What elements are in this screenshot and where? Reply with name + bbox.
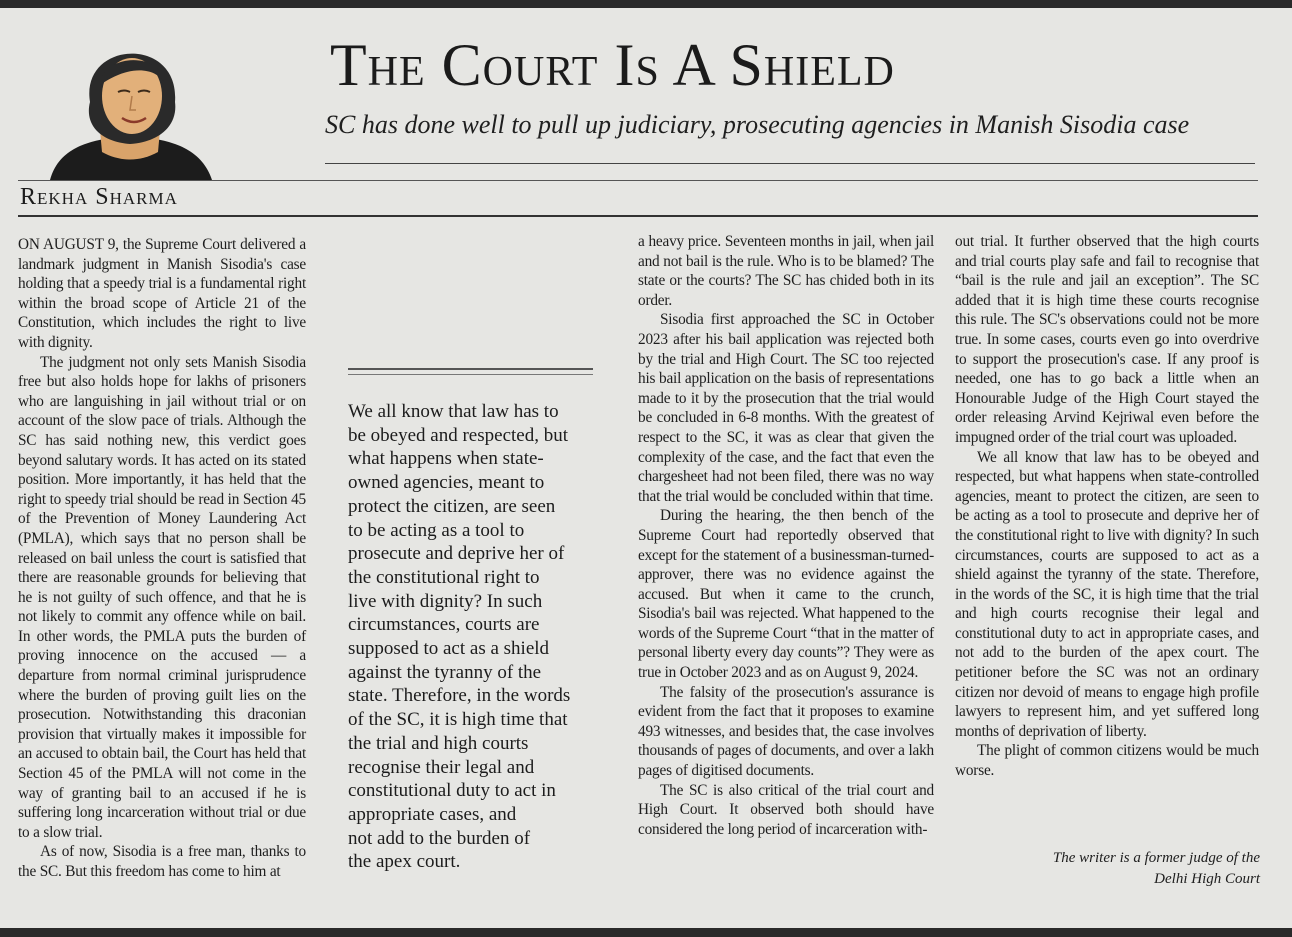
paragraph: During the hearing, the then bench of the Supreme Court had reportedly observed that except for the statement of a businessman-turned-approver, there was no evidence against the accused. But when it came to the crunch, Sisodia's bail was rejected. What happened to the words of the Supreme Court “that in the matter of personal liberty every day counts”? They were as true in October 2023 and as on August 9, 2024. [638, 507, 934, 682]
pullquote-line: supposed to act as a shield [348, 638, 550, 660]
lead-in: ON [18, 236, 40, 253]
paragraph: The judgment not only sets Manish Sisodia free but also holds hope for lakhs of prisoners who are languishing in jail without trial or on account of the slow pace of trials. Although the SC has said nothing new, this verdict goes beyond salutary words. It has acted on its stated position. More importantly, it has held that the right to speedy trial should be read in Section 45 of the Prevention of Money Laundering Act (PMLA), which says that no person shall be released on bail unless the court is satisfied that there are reasonable grounds for believing that he is not guilty of such offence, and that he is not likely to commit any offence while on bail. In other words, the PMLA puts the burden of proving innocence on the accused — a departure from normal criminal jurisprudence where the burden of proving guilt lies on the prosecution. Notwithstanding this draconian provision that virtually makes it impossible for an accused to obtain bail, the Court has held that Section 45 of the PMLA will not come in the way of granting bail to an accused if he is suffering long incarceration without trial or due to a slow trial. [18, 353, 306, 841]
pullquote-line: protect the citizen, are seen [348, 495, 556, 517]
pullquote-rule [348, 374, 593, 375]
byline-rule-top [18, 180, 1258, 181]
pullquote-line: be obeyed and respected, but [348, 424, 568, 446]
pullquote-line: recognise their legal and [348, 756, 535, 778]
bottom-rule [0, 928, 1292, 937]
pullquote-line: against the tyranny of the [348, 661, 542, 683]
byline-rule-bottom [18, 215, 1258, 217]
paragraph [18, 235, 306, 353]
writer-credit-line: The writer is a former judge of the [1052, 850, 1260, 866]
pullquote-line: state. Therefore, in the words [348, 685, 571, 707]
paragraph: The falsity of the prosecution's assurance is evident from the fact that it proposes to examine 493 witnesses, and besides that, the case involves thousands of pages of documents, and over a lakh pages of digitised documents. [638, 683, 934, 780]
author-portrait [40, 30, 220, 180]
pullquote-line: the trial and high courts [348, 732, 529, 754]
writer-credit [1000, 848, 1260, 890]
pullquote-line: not add to the burden of [348, 827, 531, 849]
pullquote-line: the apex court. [348, 851, 461, 873]
pullquote-line: prosecute and deprive her of [348, 543, 565, 565]
headline-divider [325, 163, 1255, 164]
pullquote-line: to be acting as a tool to [348, 519, 525, 541]
pullquote-rule [348, 368, 593, 370]
column-4 [955, 232, 1259, 781]
paragraph: out trial. It further observed that the high courts and trial courts play safe and fail to recognise that “bail is the rule and jail an exception”. The SC added that it is high time these courts recognise this rule. The SC's observations could not be more true. In some cases, courts even go into overdrive to support the prosecution's case. If any proof is needed, one has to go back a little when an Honourable Judge of the High Court stayed the order releasing Arvind Kejriwal even before the impugned order of the trial court was uploaded. [955, 233, 1259, 446]
column-3 [638, 232, 934, 839]
paragraph-text: AUGUST 9, the Supreme Court delivered a landmark judgment in Manish Sisodia's case holding that a speedy trial is a fundamental right within the broad scope of Article 21 of the Constitution, which includes the right to live with dignity. [18, 236, 306, 351]
pullquote-line: circumstances, courts are [348, 614, 540, 636]
article-standfirst: SC has done well to pull up judiciary, prosecuting agencies in Manish Sisodia case [325, 110, 1190, 139]
pullquote-line: owned agencies, meant to [348, 472, 545, 494]
paragraph: As of now, Sisodia is a free man, thanks to the SC. But this freedom has come to him at [18, 843, 306, 880]
pull-quote [348, 400, 593, 874]
pullquote-line: what happens when state- [348, 448, 544, 470]
column-1 [18, 235, 306, 882]
article-headline: The Court Is A Shield [330, 32, 895, 98]
pullquote-line: the constitutional right to [348, 566, 540, 588]
pullquote-line: of the SC, it is high time that [348, 709, 568, 731]
pullquote-line: constitutional duty to act in [348, 780, 556, 802]
paragraph: Sisodia first approached the SC in October 2023 after his bail application was rejected both by the trial and High Court. The SC too rejected his bail application on the basis of representations made to it by the prosecution that the trial would be concluded in 6-8 months. With the greatest of respect to the SC, it was as clear that given the complexity of the case, and the fact that even the chargesheet had not been filed, there was no way that the trial would be concluded within that time. [638, 311, 934, 505]
paragraph: The plight of common citizens would be much worse. [955, 742, 1259, 780]
pullquote-line: appropriate cases, and [348, 803, 517, 825]
top-rule [0, 0, 1292, 8]
pullquote-line: live with dignity? In such [348, 590, 543, 612]
paragraph: a heavy price. Seventeen months in jail, when jail and not bail is the rule. Who is to be blamed? The state or the courts? The SC has chided both in its order. [638, 233, 934, 309]
pullquote-line: We all know that law has to [348, 401, 559, 422]
paragraph: We all know that law has to be obeyed and respected, but what happens when state-controlled agencies, meant to protect the citizen, are seen to be acting as a tool to prosecute and deprive her of the constitutional right to live with dignity? In such circumstances, courts are supposed to act as a shield against the tyranny of the state. Therefore, in the words of the SC, it is high time that the trial and high courts recognise their legal and constitutional duty to act in appropriate cases, and not add to the burden of the apex court. The petitioner before the SC was not an ordinary citizen nor devoid of means to engage high profile lawyers to represent him, and yet suffered long months of deprivation of liberty. [955, 448, 1259, 740]
paragraph: The SC is also critical of the trial court and High Court. It observed both should have considered the long period of incarceration with- [638, 781, 934, 838]
author-byline: Rekha Sharma [20, 184, 178, 210]
writer-credit-line: Delhi High Court [1154, 871, 1260, 887]
